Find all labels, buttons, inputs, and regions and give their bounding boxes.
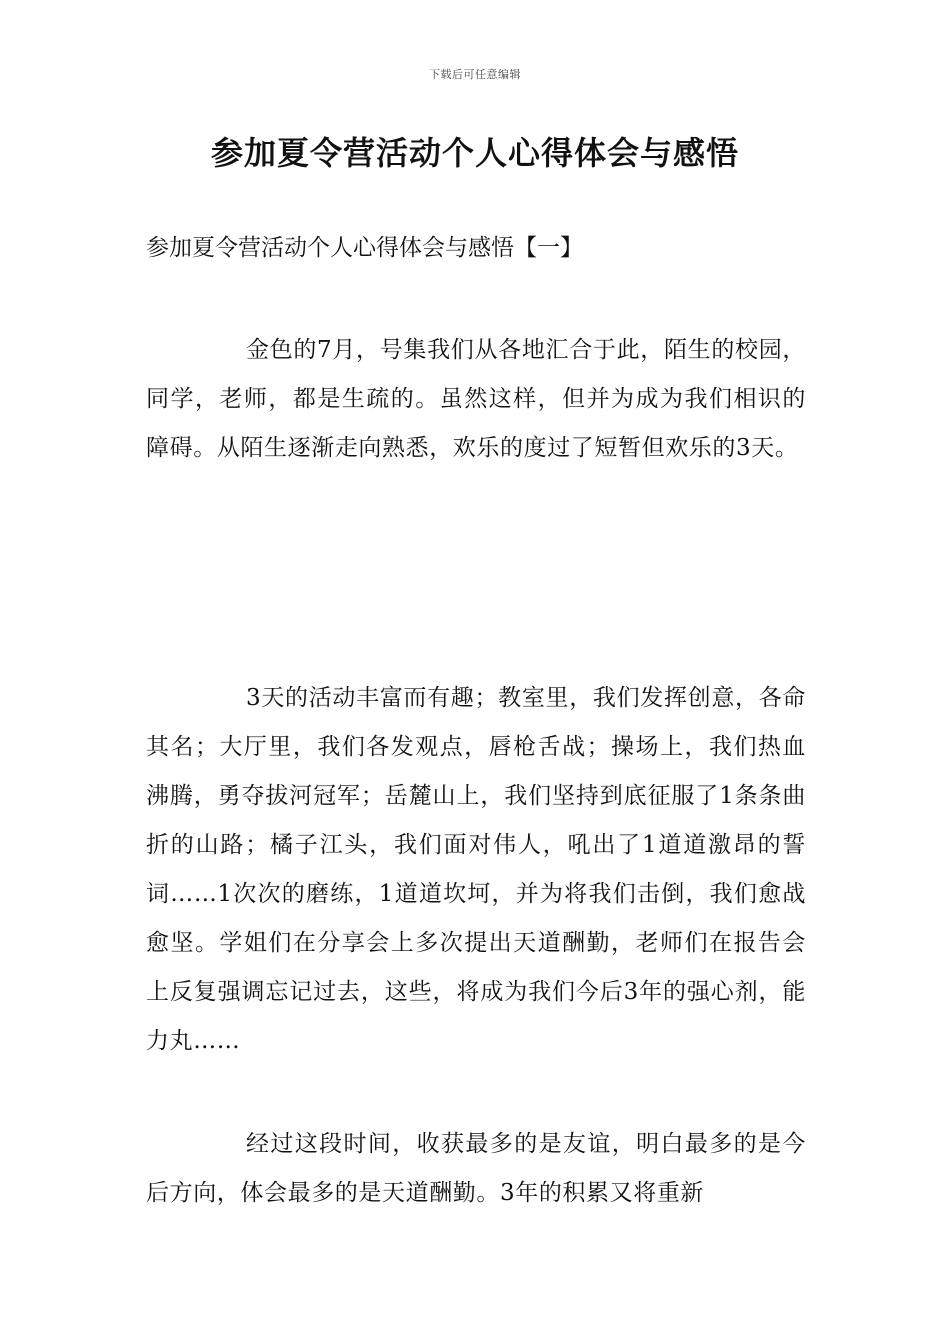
paragraph-2: 3天的活动丰富而有趣；教室里，我们发挥创意，各命其名；大厅里，我们各发观点，唇枪舌战；操场上，我们热血沸腾，勇夺拔河冠军；岳麓山上，我们坚持到底征服了1条条曲折的山路；橘子江头，我们面对伟人，吼出了1道道激昂的誓词……1次次的磨练，1道道坎坷，并为将我们击倒，我们愈战愈坚。学姐们在分享会上多次提出天道酬勤，老师们在报告会上反复强调忘记过去，这些，将成为我们今后3年的强心剂，能力丸…… [146,685,806,1054]
paragraph-3: 经过这段时间，收获最多的是友谊，明白最多的是今后方向，体会最多的是天道酬勤。3年的积累又将重新 [146,1131,806,1206]
section-heading: 参加夏令营活动个人心得体会与感悟【一】 [146,235,583,261]
header-note: 下载后可任意编辑 [429,68,521,81]
paragraph-1: 金色的7月，号集我们从各地汇合于此，陌生的校园，同学，老师，都是生疏的。虽然这样，但并为成为我们相识的障碍。从陌生逐渐走向熟悉，欢乐的度过了短暂但欢乐的3天。 [146,337,806,461]
document-title: 参加夏令营活动个人心得体会与感悟 [210,134,739,172]
